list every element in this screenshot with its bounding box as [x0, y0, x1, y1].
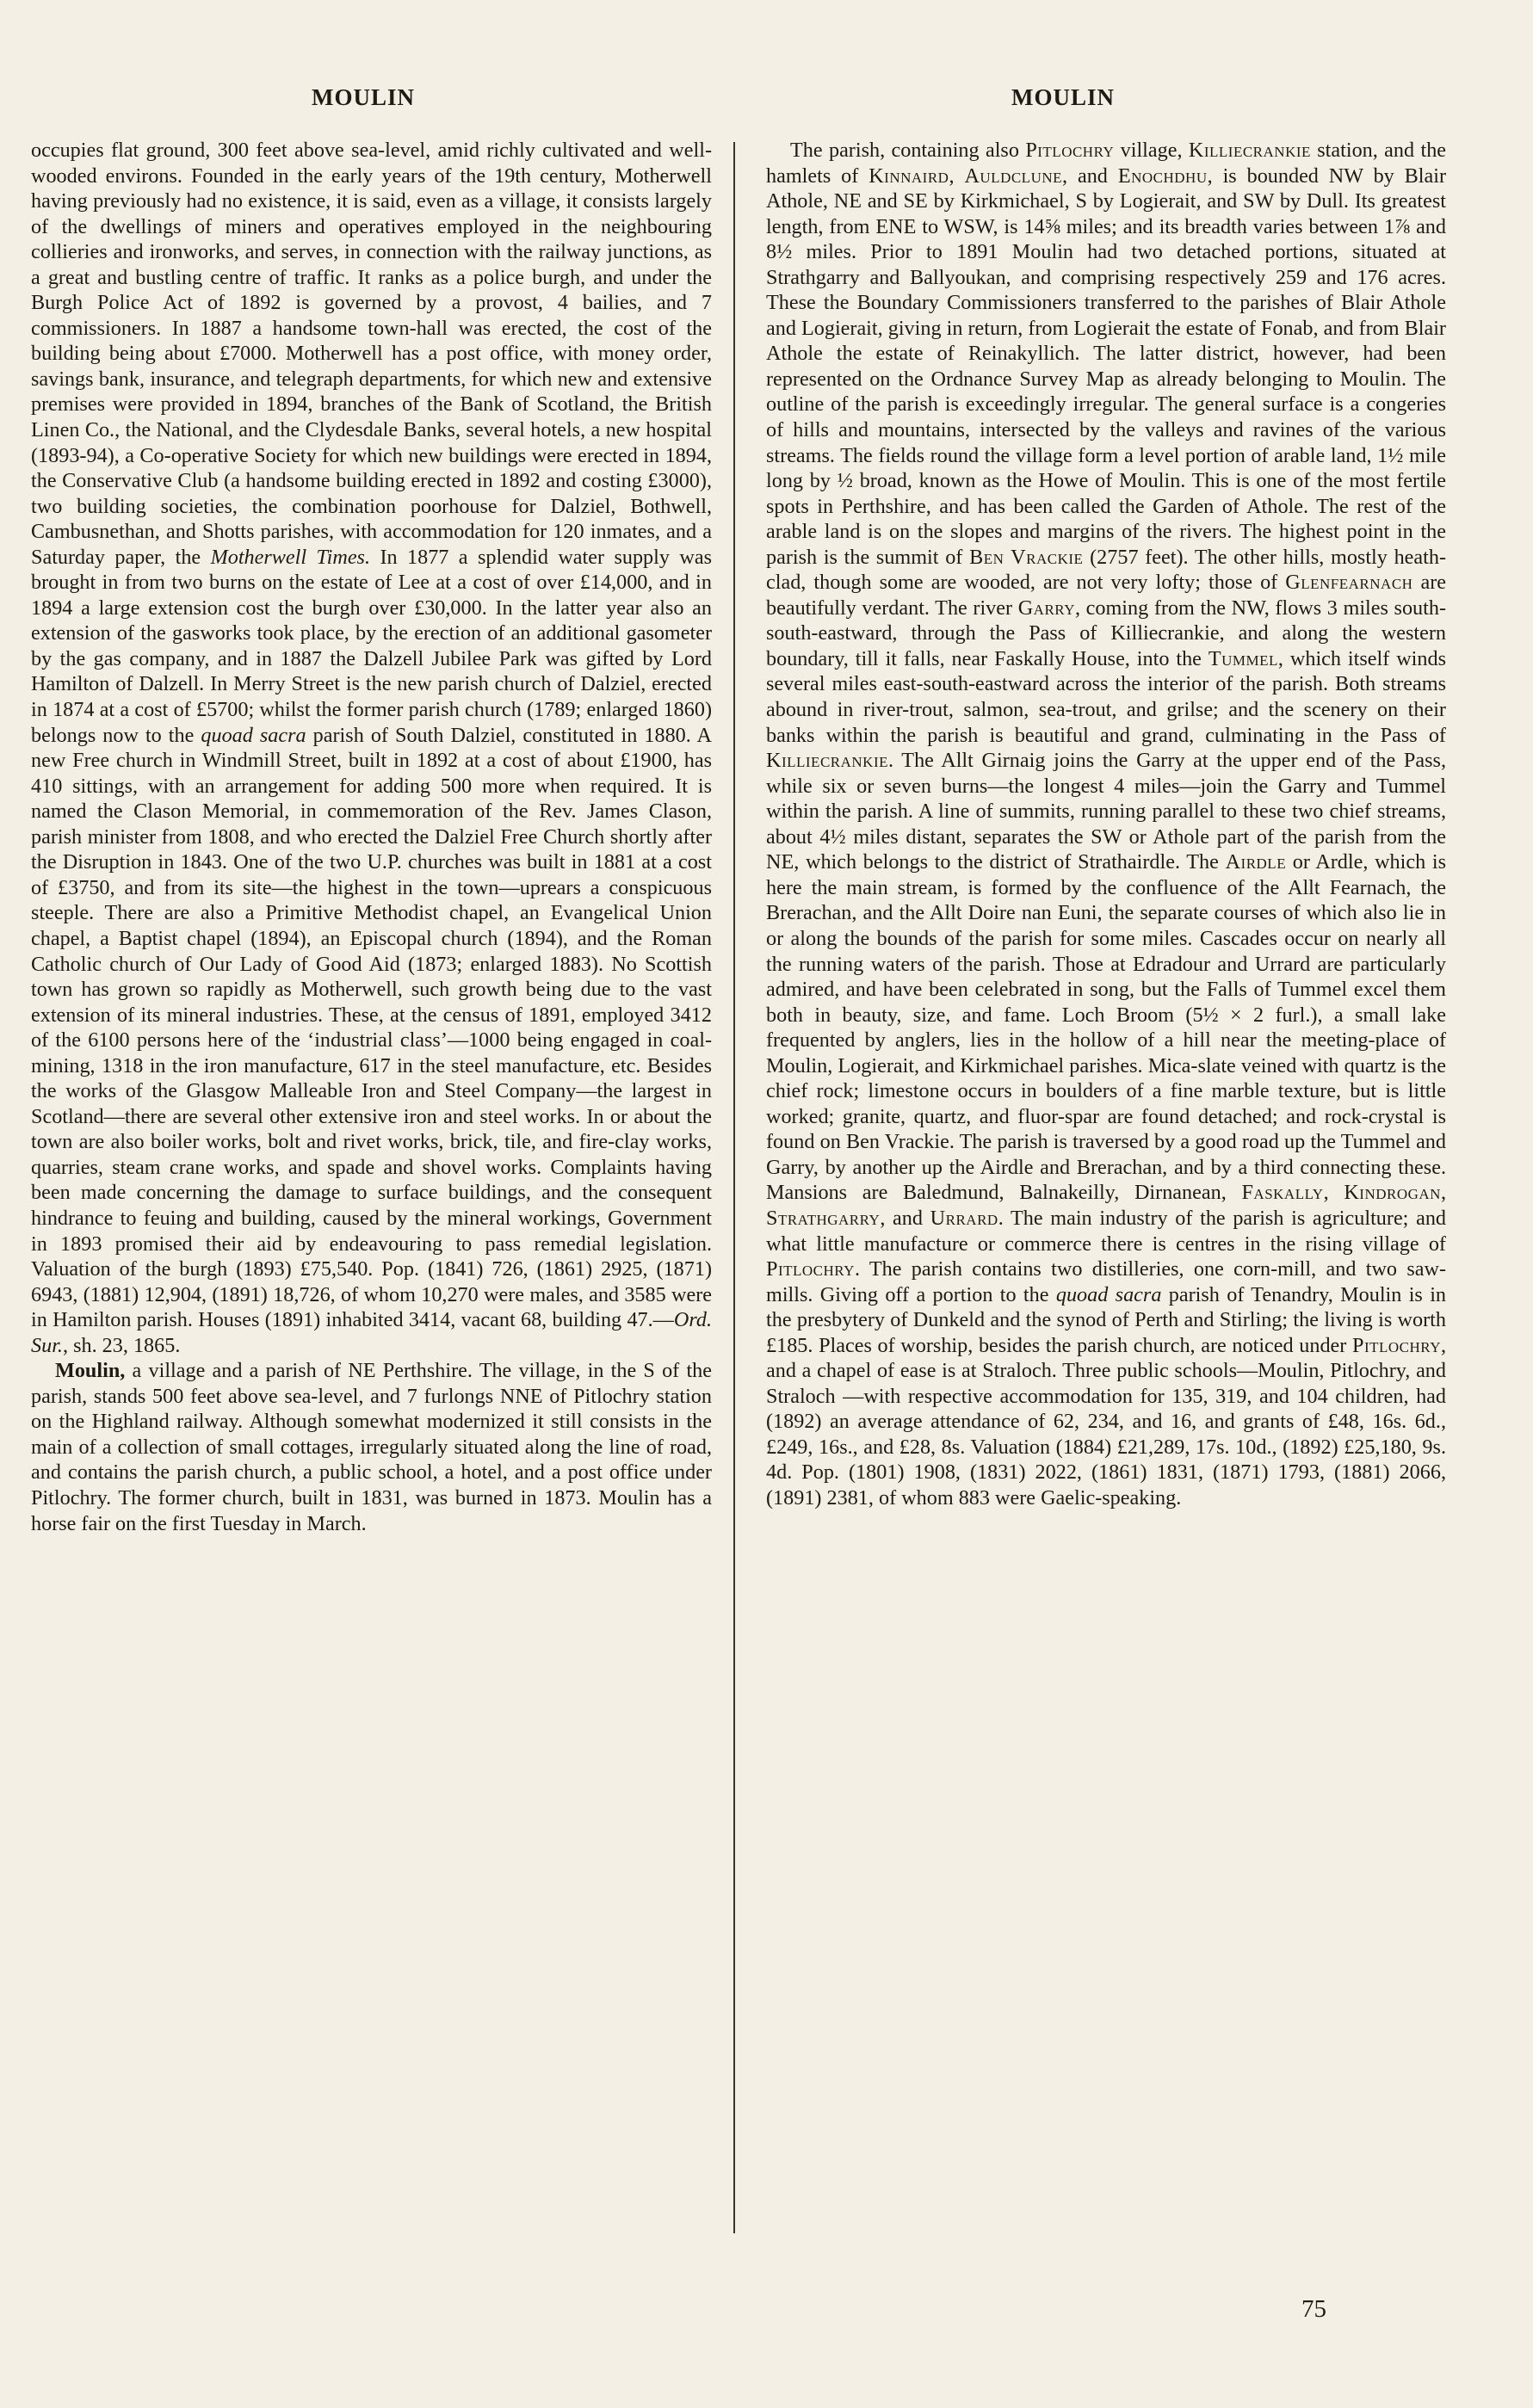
place-ref: Faskally — [1241, 1181, 1324, 1205]
place-ref: Auldclune — [964, 164, 1063, 188]
text-run: parish of South Dalziel, constituted in 1880. A new Free church in Windmill Street, built in 1892 at a cost of about £1900, has 410 sittings, with an arrangement for adding 500 more when required. It is named the Clason Memorial, in commemoration of the Rev. James Clason, parish minister from 1808, and who erected the Dalziel Free Church shortly after the Disruption in 1843. One of the two U.P. churches was built in 1881 at a cost of £3750, and from its site—the highest in the town—uprears a conspicuous steeple. There are also a Primitive Methodist chapel, an Evangelical Union chapel, a Baptist chapel (1894), an Episcopal church (1894), and the Roman Catholic church of Our Lady of Good Aid (1873; enlarged 1883). No Scottish town has grown so rapidly as Motherwell, such growth being due to the vast extension of its mineral industries. These, at the census of 1891, employed 3412 of the 6100 persons here of the ‘industrial class’—1000 being engaged in coal-mining, 1318 in the iron manufacture, 617 in the steel manufacture, etc. Besides the works of the Glasgow Malleable Iron and Steel Company—the largest in Scotland—there are several other extensive iron and steel works. In or about the town are also boiler works, bolt and rivet works, brick, tile, and fire-clay works, quarries, steam crane works, and spade and shovel works. Complaints having been made concerning the damage to surface buildings, and the consequent hindrance to feuing and building, caused by the mineral workings, Government in 1893 promised their aid by endeavouring to pass remedial legislation. Valuation of the burgh (1893) £75,540. Pop. (1841) 726, (1861) 2925, (1871) 6943, (1881) 12,904, (1891) 18,726, of whom 10,270 were males, and 3585 were in Hamilton parish. Houses (1891) inhabited 3414, vacant 68, building 47.— — [31, 723, 712, 1332]
entry-headword: Moulin, — [55, 1359, 126, 1383]
text-run: . The main industry of the parish is agriculture; and what little manufacture or commerce there is centres in the rising village of — [766, 1206, 1447, 1256]
place-ref: Tummel — [1208, 646, 1278, 670]
text-run: occupies flat ground, 300 feet above sea-level, amid richly cultivated and well-wooded environs. Founded in the early years of the 19th century, Motherwell having previously had no existence, it is said, even as a village, it consists largely of the dwellings of miners and operatives employed in the neighbouring collieries and ironworks, and serves, in connection with the railway junctions, as a great and bustling centre of traffic. It ranks as a police burgh, and under the Burgh Police Act of 1892 is governed by a provost, 4 bailies, and 7 commissioners. In 1887 a handsome town-hall was erected, the cost of the building being about £7000. Motherwell has a post office, with money order, savings bank, insurance, and telegraph departments, for which new and extensive premises were provided in 1894, branches of the Bank of Scotland, the British Linen Co., the National, and the Clydesdale Banks, several hotels, a new hospital (1893-94), a Co-operative Society for which new buildings were erected in 1894, the Conservative Club (a handsome building erected in 1892 and costing £3000), two building societies, the combination poorhouse for Dalziel, Bothwell, Cambusnethan, and Shotts parishes, with accommodation for 120 inmates, and a Saturday paper, the — [31, 139, 712, 569]
text-run: , — [1323, 1181, 1329, 1205]
text-run: In 1877 a splendid water supply was brought in from two burns on the estate of Lee at a cost of over £14,000, and in 1894 a large extension cost the burgh over £30,000. In the latter year also an extension of the gasworks took place, by the erection of an additional gasometer by the gas company, and in 1887 the Dalzell Jubilee Park was gifted by Lord Hamilton of Dalzell. In Merry Street is the new parish church of Dalziel, erected in 1874 at a cost of £5700; whilst the former parish church (1789; enlarged 1860) belongs now to the — [31, 545, 713, 747]
text-run: , sh. 23, 1865. — [62, 1333, 181, 1357]
text-run: , coming from the NW, flows 3 miles south-south-eastward, through the Pass of Killiecrankie, and along the western boundary, till it falls, near Faskally House, into the — [766, 596, 1447, 670]
moulin-entry — [31, 1358, 712, 1536]
text-run: , which itself winds several miles east-south-eastward across the interior of the parish. Both streams abound in river-trout, salmon, sea-trout, and grilse; and the scenery on their banks within the parish is beautiful and grand, culminating in the Pass of — [766, 646, 1447, 747]
place-ref: Glenfearnach — [1285, 571, 1413, 595]
text-run: or Ardle, which is here the main stream, is formed by the confluence of the Allt Fearnach, the Brerachan, and the Allt Doire nan Euni, the separate courses of which also lie in or along the bounds of the parish for some miles. Cascades occur on nearly all the running waters of the parish. Those at Edradour and Urrard are particularly admired, and have been celebrated in song, but the Falls of Tummel excel them both in beauty, size, and fame. Loch Broom (5½ × 2 furl.), a small lake frequented by anglers, lies in the hollow of a hill near the meeting-place of Moulin, Logierait, and Kirkmichael parishes. Mica-slate veined with quartz is the chief rock; limestone occurs in boulders of a fine marble texture, but is little worked; granite, quartz, and fluor-spar are found detached; and rock-crystal is found on Ben Vrackie. The parish is traversed by a good road up the Tummel and Garry, by another up the Airdle and Brerachan, and by a third connecting these. Mansions are Baledmund, Balnakeilly, Dirnanean, — [766, 850, 1446, 1205]
text-run: a village and a parish of NE Perthshire. The village, in the S of the parish, stands 500 feet above sea-level, and 7 furlongs NNE of Pitlochry station on the Highland railway. Although somewhat modernized it still consists in the main of a collection of small cottages, irregularly situated along the line of road, and contains the parish church, a public school, a hotel, and a post office under Pitlochry. The former church, built in 1831, was burned in 1873. Moulin has a horse fair on the first Tuesday in March. — [31, 1359, 712, 1535]
text-run: , — [949, 164, 955, 188]
text-run: village, — [1120, 139, 1183, 162]
place-ref: Killiecrankie — [766, 749, 888, 773]
italic-run: Ord. Sur. — [31, 1308, 712, 1357]
text-run: parish of Tenandry, Moulin is in the presbytery of Dunkeld and the synod of Perth and Stirling; the living is worth £185. Places of worship, besides the parish church, are noticed under — [766, 1282, 1447, 1357]
right-column — [766, 138, 1446, 1511]
header-left: MOULIN — [312, 84, 415, 110]
left-column — [31, 138, 712, 1536]
header-right: MOULIN — [1011, 84, 1115, 110]
text-run: , is bounded NW by Blair Athole, NE and SE by Kirkmichael, S by Logierait, and SW by Dull. Its greatest length, from ENE to WSW, is 14⅝ miles; and its breadth varies between 1⅞ and 8½ miles. Prior to 1891 Moulin had two detached portions, situated at Strathgarry and Ballyoukan, and comprising respectively 259 and 176 acres. These the Boundary Commissioners transferred to the parishes of Blair Athole and Logierait, giving in return, from Logierait the estate of Fonab, and from Blair Athole the estate of Reinakyllich. The latter district, however, had been represented on the Ordnance Survey Map as already belonging to Moulin. The outline of the parish is exceedingly irregular. The general surface is a congeries of hills and mountains, intersected by the valleys and ravines of the various streams. The fields round the village form a level portion of arable land, 1½ mile long by ½ broad, known as the Howe of Moulin. This is one of the most fertile spots in Perthshire, and has been called the Garden of Athole. The rest of the arable land is on the slopes and margins of the rivers. The highest point in the parish is the summit of — [766, 164, 1447, 569]
place-ref: Killiecrankie — [1188, 139, 1311, 162]
text-run: , and — [1062, 164, 1108, 188]
place-ref: Pitlochry — [766, 1257, 855, 1281]
motherwell-paragraph — [31, 138, 712, 1358]
place-ref: Strathgarry — [766, 1206, 881, 1230]
column-divider — [733, 142, 735, 2233]
place-ref: Pitlochry — [1352, 1333, 1441, 1357]
place-ref: Kinnaird — [868, 164, 949, 188]
text-run: . The Allt Girnaig joins the Garry at the upper end of the Pass, while six or seven burns—the longest 4 miles—join the Garry and Tummel within the parish. A line of summits, running parallel to these two chief streams, about 4½ miles distant, separates the SW or Athole part of the parish from the NE, which belongs to the district of Strathairdle. The — [766, 749, 1446, 874]
parish-paragraph — [766, 138, 1446, 1511]
place-ref: Pitlochry — [1025, 139, 1115, 162]
text-run: . The parish contains two distilleries, one corn-mill, and two saw-mills. Giving off a portion to the — [766, 1257, 1446, 1306]
place-ref: Ben Vrackie — [969, 545, 1084, 569]
text-run: (2757 feet). The other hills, mostly heath-clad, though some are wooded, are not very lofty; those of — [766, 545, 1447, 595]
italic-run: quoad sacra — [201, 723, 306, 747]
place-ref: Kindrogan — [1344, 1181, 1441, 1205]
place-ref: Enochdhu — [1117, 164, 1208, 188]
italic-run: quoad sacra — [1055, 1282, 1162, 1306]
italic-run: Motherwell Times. — [210, 545, 371, 569]
text-run: , and a chapel of ease is at Straloch. Three public schools—Moulin, Pitlochry, and Straloch —with respective accommodation for 135, 319, and 104 children, had (1892) an average attendance of 62, 234, and 16, and grants of £48, 16s. 6d., £249, 16s., and £28, 8s. Valuation (1884) £21,289, 17s. 10d., (1892) £25,180, 9s. 4d. Pop. (1801) 1908, (1831) 2022, (1861) 1831, (1871) 1793, (1881) 2066, (1891) 2381, of whom 883 were Gaelic-speaking. — [766, 1333, 1447, 1510]
place-ref: Urrard — [930, 1206, 998, 1230]
text-run: station, and the hamlets of — [766, 139, 1447, 188]
place-ref: Garry — [1017, 596, 1075, 620]
text-run: , — [1440, 1181, 1447, 1205]
page-number: 75 — [1301, 2295, 1326, 2323]
text-run: , and — [880, 1206, 923, 1230]
place-ref: Airdle — [1225, 850, 1287, 874]
text-run: are beautifully verdant. The river — [766, 571, 1447, 620]
text-run: The parish, containing also — [790, 139, 1019, 162]
